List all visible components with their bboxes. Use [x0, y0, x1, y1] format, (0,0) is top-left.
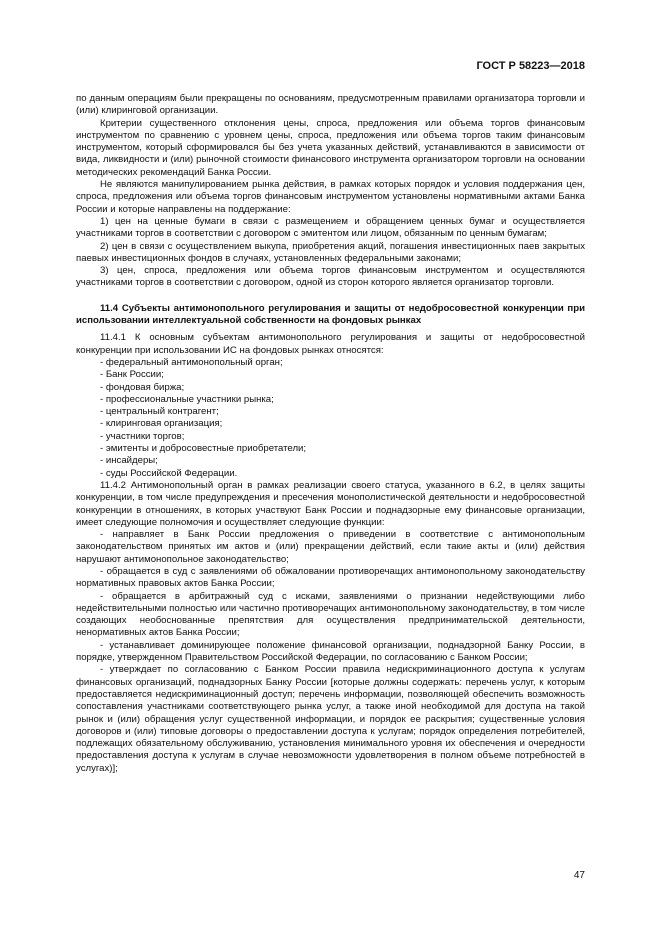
paragraph-11-4-1: 11.4.1 К основным субъектам антимонопольного регулирования и защиты от недобросовестной конкуренции при использовании ИС на фондовых рынках относятся:: [76, 332, 585, 356]
list-item-1: 1) цен на ценные бумаги в связи с размещением и обращением ценных бумаг и осуществляется участниками торгов в соответствии с договором с эмитентом или лицом, обязанным по ценным бумагам;: [76, 215, 585, 240]
document-body: [76, 93, 585, 775]
paragraph-criteria: Критерии существенного отклонения цены, спроса, предложения или объема торгов финансовым инструментом по сравнению с уровнем цены, спроса, предложения или объема торгов таким финансовым инструментом, который сформировался бы без учета указанных действий, устанавливаются в зависимости от вида, ликвидности и (или) рыночной стоимости финансового инструмента организатором торговли на основании методических рекомендаций Банка России.: [76, 117, 585, 178]
list-item-3: 3) цен, спроса, предложения или объема торгов финансовым инструментом и осуществляются участниками торгов в соответствии с договором, одной из сторон которого является организатор торговли.: [76, 265, 585, 289]
function-item: - устанавливает доминирующее положение финансовой организации, поднадзорной Банку России, в порядке, утвержденном Правительством Российской Федерации, по согласованию с Банком России;: [76, 639, 585, 664]
subject-item: - участники торгов;: [100, 430, 185, 442]
section-heading: 11.4 Субъекты антимонопольного регулирования и защиты от недобросовестной конкуренции при использовании интеллектуальной собственности на фондовых рынках: [76, 302, 585, 327]
function-item: - обращается в суд с заявлениями об обжаловании противоречащих антимонопольному законодательству нормативных правовых актов Банка России;: [76, 565, 585, 590]
function-item: - утверждает по согласованию с Банком России правила недискриминационного доступа к услугам финансовых организаций, поднадзорных Банку России [которые должны содержать: перечень услуг, к которым предоставляется недискриминационный доступ; перечень информации, позволяющей обеспечить возможность сопоставления участниками соответствующего рынка услуг, а также иной необходимой для доступа на такой рынок и (или) обращения услуг существенной информации, и порядок ее раскрытия; существенные условия договоров и (или) типовые договоры о предоставлении доступа к услугам; порядок определения потребителей, подлежащих обязательному обслуживанию, установления минимального уровня их обеспечения и очередности предоставления доступа к услугам в случае невозможности удовлетворения в полном объеме потребностей в услугах)];: [76, 664, 585, 774]
function-item: - направляет в Банк России предложения о приведении в соответствие с антимонопольным законодательством принятых им актов и (или) прекращении действий, если такие акты и (или) действия нарушают антимонопольное законодательство;: [76, 529, 585, 565]
page-number: 47: [573, 870, 585, 881]
subject-item: - инсайдеры;: [100, 455, 158, 467]
subject-item: - фондовая биржа;: [100, 381, 185, 393]
paragraph-continuation: по данным операциям были прекращены по основаниям, предусмотренным правилами организатора торговли и (или) клиринговой организации.: [76, 93, 585, 117]
subject-item: - эмитенты и добросовестные приобретатели;: [100, 443, 307, 455]
subject-item: - Банк России;: [100, 369, 164, 381]
paragraph-11-4-2: 11.4.2 Антимонопольный орган в рамках реализации своего статуса, указанного в 6.2, в целях защиты конкуренции, в том числе предупреждения и пресечения монополистической деятельности и недобросовестной конкуренции в отношениях, в которых участвуют Банк России и поднадзорные ему финансовые организации, имеет следующие полномочия и осуществляет следующие функции:: [76, 479, 585, 528]
document-header: ГОСТ Р 58223—2018: [476, 60, 585, 72]
list-item-2: 2) цен в связи с осуществлением выкупа, приобретения акций, погашения инвестиционных паев закрытых паевых инвестиционных фондов в случаях, установленных федеральными законами;: [76, 240, 585, 264]
subject-item: - клиринговая организация;: [100, 418, 223, 430]
subject-item: - суды Российской Федерации.: [100, 467, 238, 479]
subject-item: - федеральный антимонопольный орган;: [100, 356, 283, 368]
function-item: - обращается в арбитражный суд с исками, заявлениями о признании недействующими либо недействительными полностью или частично противоречащих антимонопольному законодательству, в том числе создающих необоснованные препятствия для осуществления предпринимательской деятельности, ненормативных актов Банка России;: [76, 590, 585, 639]
paragraph-not-manipulation: Не являются манипулированием рынка действия, в рамках которых порядок и условия поддержания цен, спроса, предложения или объема торгов финансовым инструментом установлены нормативными актами Банка России и которые направлены на поддержание:: [76, 179, 585, 215]
subject-item: - центральный контрагент;: [100, 406, 219, 418]
subject-item: - профессиональные участники рынка;: [100, 393, 274, 405]
